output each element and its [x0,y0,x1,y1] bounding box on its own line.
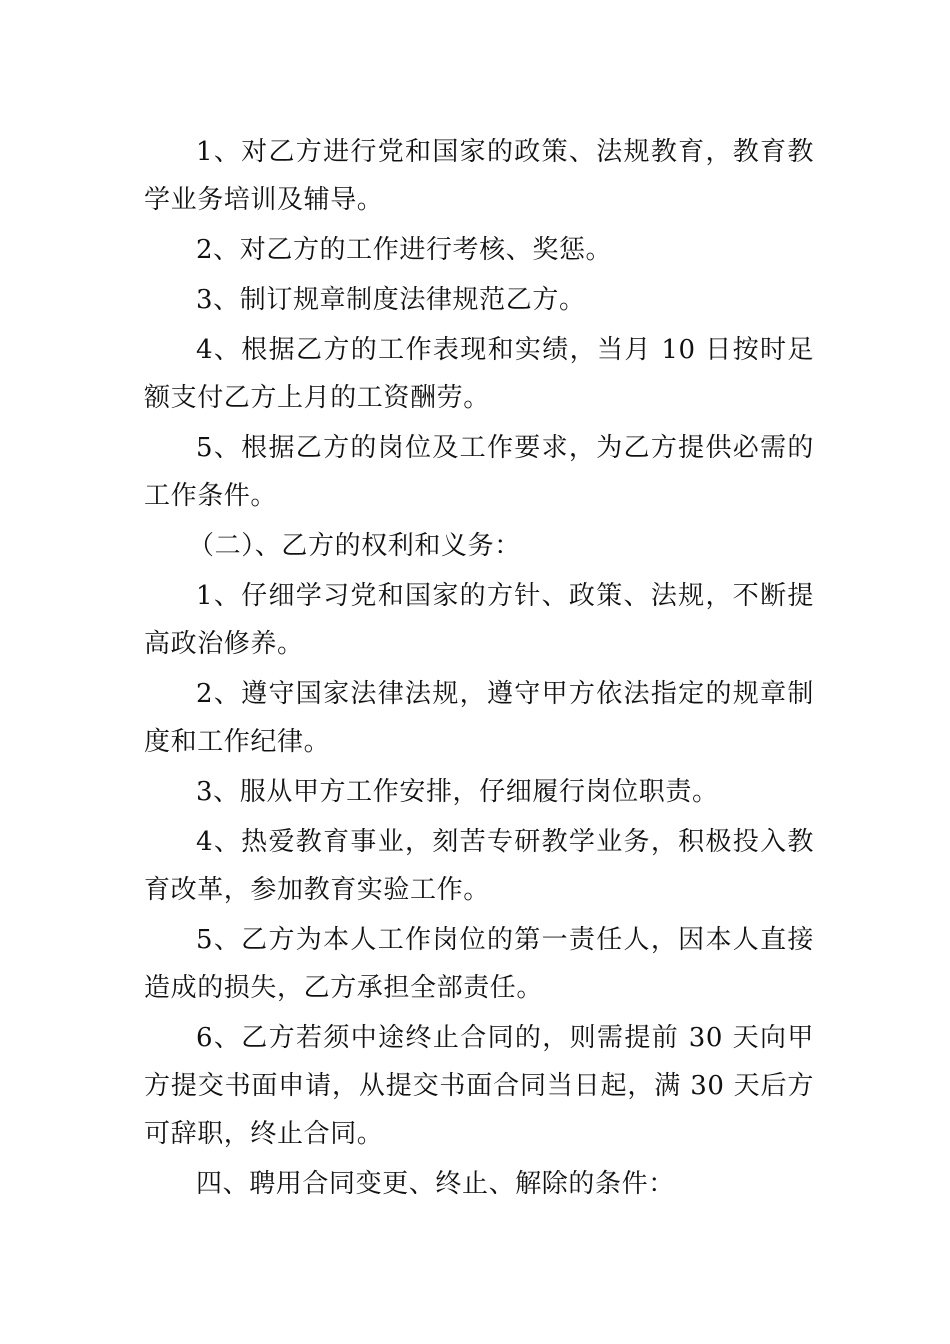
paragraph-party-b-duty-4: 4、热爱教育事业，刻苦专研教学业务，积极投入教育改革，参加教育实验工作。 [144,827,814,905]
paragraph-party-a-duty-5: 5、根据乙方的岗位及工作要求，为乙方提供必需的工作条件。 [144,433,814,511]
paragraph-party-b-duty-1: 1、仔细学习党和国家的方针、政策、法规，不断提高政治修养。 [144,581,814,659]
paragraph-party-a-duty-4: 4、根据乙方的工作表现和实绩，当月 10 日按时足额支付乙方上月的工资酬劳。 [144,335,814,413]
paragraph-party-a-duty-2: 2、对乙方的工作进行考核、奖惩。 [196,235,613,265]
section-heading-contract-change: 四、聘用合同变更、终止、解除的条件： [196,1169,675,1199]
paragraph-party-b-duty-5: 5、乙方为本人工作岗位的第一责任人，因本人直接造成的损失，乙方承担全部责任。 [144,925,814,1003]
document-body [144,128,814,1210]
paragraph-party-a-duty-3: 3、制订规章制度法律规范乙方。 [196,285,586,315]
paragraph-party-b-duty-2: 2、遵守国家法律法规，遵守甲方依法指定的规章制度和工作纪律。 [144,679,814,757]
paragraph-party-b-duty-6: 6、乙方若须中途终止合同的，则需提前 30 天向甲方提交书面申请，从提交书面合同当日起，满 30 天后方可辞职，终止合同。 [144,1023,814,1149]
paragraph-party-a-duty-1: 1、对乙方进行党和国家的政策、法规教育，教育教学业务培训及辅导。 [144,137,814,215]
section-heading-party-b: （二）、乙方的权利和义务： [188,531,521,561]
paragraph-party-b-duty-3: 3、服从甲方工作安排，仔细履行岗位职责。 [196,777,719,807]
